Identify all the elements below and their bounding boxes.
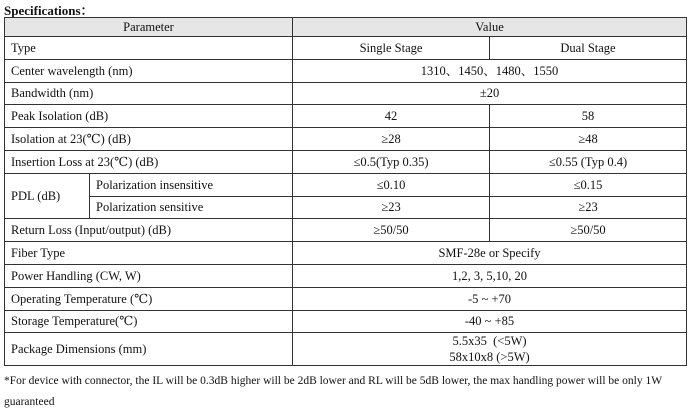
table-row [5, 333, 687, 366]
table-row [5, 310, 687, 333]
peak-isolation-single: 42 [293, 105, 490, 128]
isolation-23-single: ≥28 [293, 128, 490, 151]
table-row [5, 173, 687, 196]
package-line-2: 58x10x8 (>5W) [449, 350, 530, 365]
row-label-isolation-23: Isolation at 23(℃) (dB) [5, 128, 293, 151]
row-label-type: Type [5, 37, 293, 60]
table-row [5, 150, 687, 173]
package-line-1: 5.5x35 (<5W) [452, 334, 527, 349]
row-label-operating-temp: Operating Temperature (℃) [5, 287, 293, 310]
pdl-sensitive-dual: ≥23 [490, 196, 687, 219]
footnote: *For device with connector, the IL will be 0.3dB higher will be 2dB lower and RL will be 5dB lower, the max handling power will be only 1W guaranteed [4, 375, 662, 408]
specifications-table [4, 17, 687, 366]
row-label-package: Package Dimensions (mm) [5, 333, 293, 366]
table-row [5, 264, 687, 287]
center-wavelength-value: 1310、1450、1480、1550 [293, 59, 687, 82]
bandwidth-value: ±20 [293, 82, 687, 105]
pdl-sensitive-label: Polarization sensitive [90, 196, 293, 219]
table-row [5, 37, 687, 60]
pdl-sensitive-single: ≥23 [293, 196, 490, 219]
table-row [5, 128, 687, 151]
row-label-pdl: PDL (dB) [5, 173, 90, 219]
package-value [293, 333, 687, 366]
header-parameter: Parameter [5, 18, 293, 37]
isolation-23-dual: ≥48 [490, 128, 687, 151]
table-row [5, 242, 687, 265]
row-label-insertion-loss: Insertion Loss at 23(℃) (dB) [5, 150, 293, 173]
type-single: Single Stage [293, 37, 490, 60]
pdl-insensitive-label: Polarization insensitive [90, 173, 293, 196]
table-row [5, 196, 687, 219]
type-dual: Dual Stage [490, 37, 687, 60]
row-label-fiber-type: Fiber Type [5, 242, 293, 265]
page-title: Specifications： [4, 3, 94, 18]
peak-isolation-dual: 58 [490, 105, 687, 128]
return-loss-dual: ≥50/50 [490, 219, 687, 242]
insertion-loss-dual: ≤0.55 (Typ 0.4) [490, 150, 687, 173]
storage-temp-value: -40 ~ +85 [293, 310, 687, 333]
header-value: Value [293, 18, 687, 37]
row-label-storage-temp: Storage Temperature(℃) [5, 310, 293, 333]
operating-temp-value: -5 ~ +70 [293, 287, 687, 310]
table-row [5, 219, 687, 242]
power-handling-value: 1,2, 3, 5,10, 20 [293, 264, 687, 287]
table-row [5, 59, 687, 82]
fiber-type-value: SMF-28e or Specify [293, 242, 687, 265]
row-label-power-handling: Power Handling (CW, W) [5, 264, 293, 287]
row-label-center-wavelength: Center wavelength (nm) [5, 59, 293, 82]
table-row [5, 287, 687, 310]
insertion-loss-single: ≤0.5(Typ 0.35) [293, 150, 490, 173]
row-label-bandwidth: Bandwidth (nm) [5, 82, 293, 105]
row-label-peak-isolation: Peak Isolation (dB) [5, 105, 293, 128]
row-label-return-loss: Return Loss (Input/output) (dB) [5, 219, 293, 242]
table-row [5, 105, 687, 128]
pdl-insensitive-dual: ≤0.15 [490, 173, 687, 196]
table-header-row [5, 18, 687, 37]
pdl-insensitive-single: ≤0.10 [293, 173, 490, 196]
return-loss-single: ≥50/50 [293, 219, 490, 242]
table-row [5, 82, 687, 105]
